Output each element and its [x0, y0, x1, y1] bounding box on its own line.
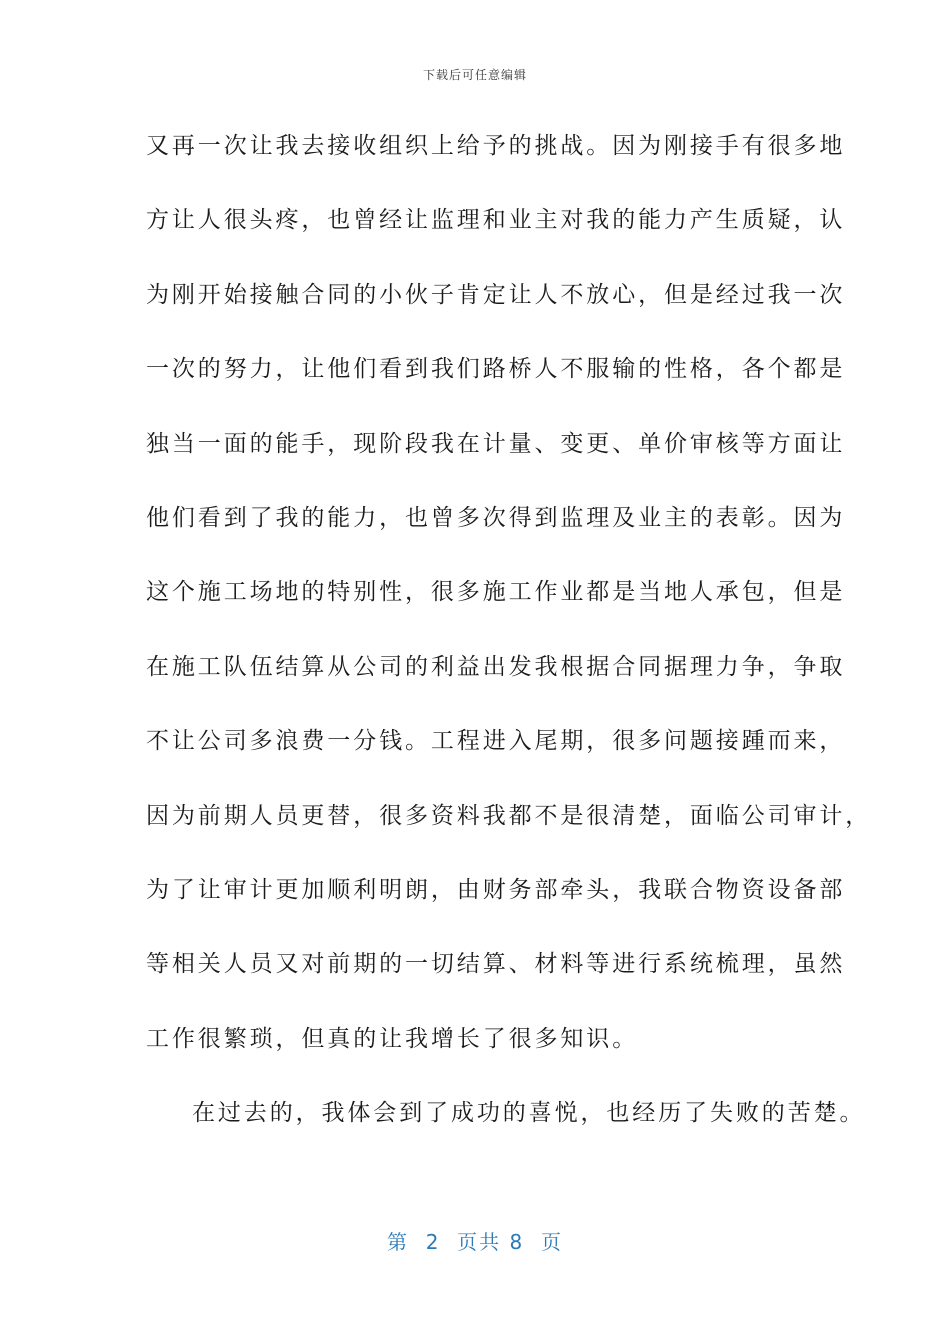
- text-line: 工作很繁琐，但真的让我增长了很多知识。: [146, 1025, 639, 1052]
- text-line: 他们看到了我的能力，也曾多次得到监理及业主的表彰。因为: [146, 504, 846, 531]
- paragraph-start-line: 在过去的，我体会到了成功的喜悦，也经历了失败的苦楚。: [192, 1100, 866, 1127]
- text-line: 不让公司多浪费一分钱。工程进入尾期，很多问题接踵而来，: [146, 728, 846, 755]
- text-line: 又再一次让我去接收组织上给予的挑战。因为刚接手有很多地: [146, 133, 846, 159]
- text-line: 一次的努力，让他们看到我们路桥人不服输的性格，各个都是: [146, 356, 846, 383]
- text-line: 方让人很头疼，也曾经让监理和业主对我的能力产生质疑，认: [146, 207, 846, 234]
- text-line: 在施工队伍结算从公司的利益出发我根据合同据理力争，争取: [146, 653, 846, 680]
- text-line: 为了让审计更加顺利明朗，由财务部牵头，我联合物资设备部: [146, 876, 846, 903]
- text-line: 为刚开始接触合同的小伙子肯定让人不放心，但是经过我一次: [146, 281, 846, 308]
- text-line: 因为前期人员更替，很多资料我都不是很清楚，面临公司审计，: [146, 802, 872, 829]
- page-number-footer: 第 2 页共 8 页: [387, 1230, 563, 1254]
- text-line: 等相关人员又对前期的一切结算、材料等进行系统梳理，虽然: [146, 951, 846, 978]
- document-body: [146, 126, 872, 1167]
- text-line: 独当一面的能手，现阶段我在计量、变更、单价审核等方面让: [146, 430, 846, 457]
- text-line: 这个施工场地的特别性，很多施工作业都是当地人承包，但是: [146, 579, 846, 606]
- header-note: 下载后可任意编辑: [422, 68, 527, 82]
